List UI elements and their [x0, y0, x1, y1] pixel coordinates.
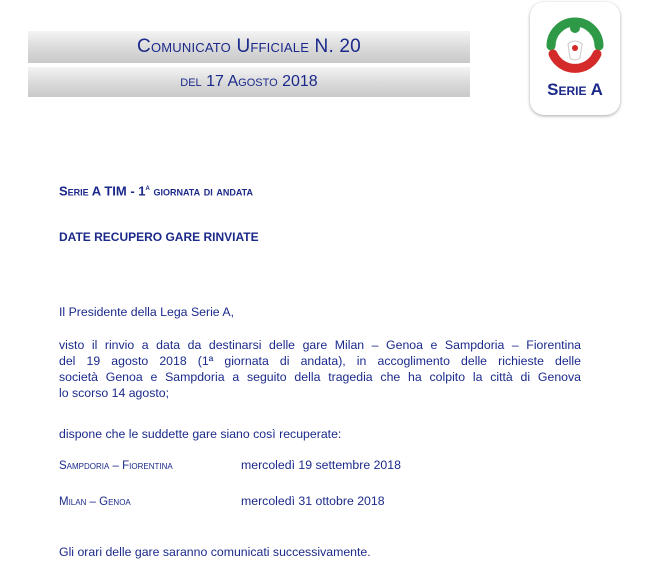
- match-date: mercoledì 19 settembre 2018: [241, 458, 401, 472]
- match-date: mercoledì 31 ottobre 2018: [241, 494, 385, 508]
- main-paragraph-line: del 19 agosto 2018 (1ª giornata di andata), in accoglimento delle richieste delle: [59, 354, 581, 368]
- serie-a-logo: [530, 2, 620, 115]
- match-teams: Milan – Genoa: [59, 496, 131, 508]
- match-teams: Sampdoria – Fiorentina: [59, 460, 173, 472]
- document-date: del 17 Agosto 2018: [180, 73, 318, 90]
- main-paragraph-line: visto il rinvio a data da destinarsi delle gare Milan – Genoa e Sampdoria – Fiorentina: [59, 338, 581, 352]
- document-title: Comunicato Ufficiale N. 20: [137, 36, 361, 57]
- section-heading-recupero: DATE RECUPERO GARE RINVIATE: [59, 230, 259, 244]
- intro-paragraph: Il Presidente della Lega Serie A,: [59, 305, 235, 319]
- heading-main-sup: a: [145, 183, 150, 192]
- match-row: [59, 494, 385, 508]
- title-band: [28, 31, 470, 63]
- serie-a-logo-icon: [537, 10, 613, 80]
- serie-a-logo-text: Serie A: [547, 80, 603, 99]
- heading-main-rest: giornata di andata: [149, 183, 253, 199]
- main-paragraph-line: società Genoa e Sampdoria a seguito della tragedia che ha colpito la città di Genova: [59, 370, 581, 384]
- main-paragraph: [59, 337, 581, 401]
- closing-paragraph: Gli orari delle gare saranno comunicati successivamente.: [59, 545, 371, 559]
- section-heading-giornata: [59, 183, 253, 198]
- dispone-paragraph: dispone che le suddette gare siano così recuperate:: [59, 427, 342, 441]
- match-row: [59, 458, 401, 472]
- heading-main-text: Serie A TIM - 1: [59, 183, 146, 199]
- main-paragraph-line: lo scorso 14 agosto;: [59, 386, 170, 400]
- subtitle-band: [28, 67, 470, 97]
